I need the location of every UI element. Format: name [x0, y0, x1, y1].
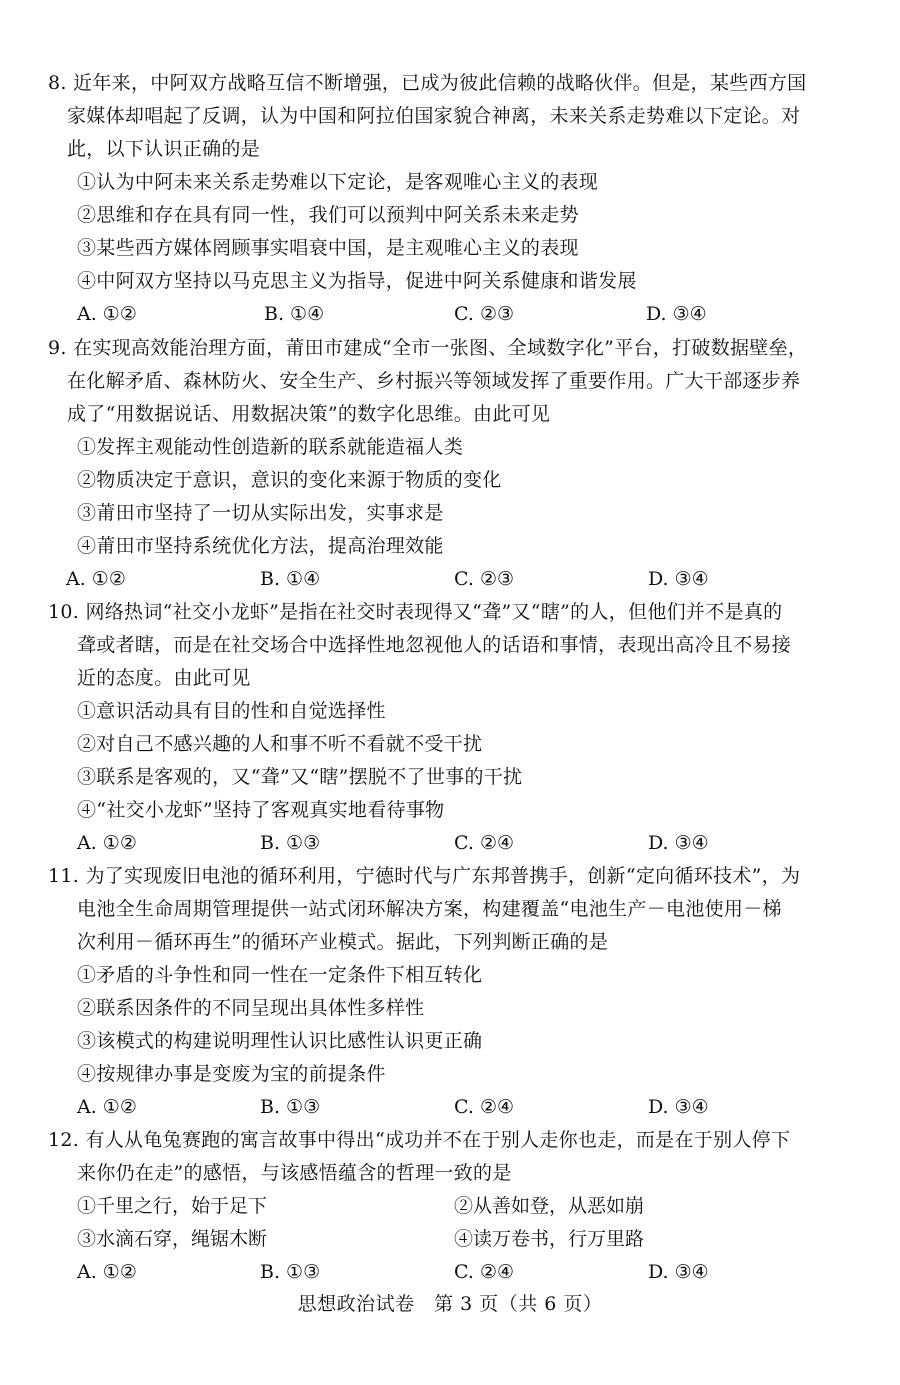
- statement-4: ④“社交小龙虾”坚持了客观真实地看待事物: [77, 799, 445, 821]
- choice-c: C. ②③: [454, 303, 515, 325]
- statement-4: ④按规律办事是变废为宝的前提条件: [77, 1063, 386, 1085]
- question-stem-line: 8. 近年来，中阿双方战略互信不断增强，已成为彼此信赖的战略伙伴。但是，某些西方国: [48, 72, 807, 94]
- statement-2: ②对自己不感兴趣的人和事不听不看就不受干扰: [77, 733, 483, 755]
- choice-a: A. ①②: [77, 832, 137, 854]
- question-stem-line: 来你仍在走”的感悟，与该感悟蕴含的哲理一致的是: [77, 1162, 512, 1184]
- question-stem-line: 家媒体却唱起了反调，认为中国和阿拉伯国家貌合神离，未来关系走势难以下定论。对: [67, 105, 801, 127]
- question-stem-line: 9. 在实现高效能治理方面，莆田市建成“全市一张图、全域数字化”平台，打破数据壁垒，: [48, 337, 808, 359]
- question-stem-line: 此，以下认识正确的是: [67, 138, 261, 160]
- choice-c: C. ②④: [454, 1096, 515, 1118]
- statement-1: ①认为中阿未来关系走势难以下定论，是客观唯心主义的表现: [77, 171, 599, 193]
- statement-1: ①千里之行，始于足下: [77, 1195, 268, 1217]
- statement-3: ③水滴石穿，绳锯木断: [77, 1228, 268, 1250]
- statement-2: ②思维和存在具有同一性，我们可以预判中阿关系未来走势: [77, 204, 579, 226]
- question-stem-line: 在化解矛盾、森林防火、安全生产、乡村振兴等领域发挥了重要作用。广大干部逐步养: [67, 370, 801, 392]
- page-footer: 思想政治试卷 第 3 页（共 6 页）: [297, 1293, 603, 1315]
- choice-b: B. ①③: [260, 832, 321, 854]
- choice-c: C. ②④: [454, 1261, 515, 1283]
- question-stem-line: 电池全生命周期管理提供一站式闭环解决方案，构建覆盖“电池生产－电池使用－梯: [77, 898, 782, 920]
- choice-a: A. ①②: [77, 303, 137, 325]
- statement-2: ②联系因条件的不同呈现出具体性多样性: [77, 997, 425, 1019]
- statement-4: ④读万卷书，行万里路: [454, 1228, 645, 1250]
- statement-4: ④莆田市坚持系统优化方法，提高治理效能: [77, 535, 444, 557]
- statement-3: ③某些西方媒体罔顾事实唱衰中国，是主观唯心主义的表现: [77, 237, 579, 259]
- choice-d: D. ③④: [646, 303, 707, 325]
- statement-2: ②从善如登，从恶如崩: [454, 1195, 645, 1217]
- statement-3: ③该模式的构建说明理性认识比感性认识更正确: [77, 1030, 483, 1052]
- choice-b: B. ①③: [260, 1096, 321, 1118]
- choice-b: B. ①③: [260, 1261, 321, 1283]
- choice-a: A. ①②: [77, 1096, 137, 1118]
- question-stem-line: 12. 有人从龟兔赛跑的寓言故事中得出“成功并不在于别人走你也走，而是在于别人停下: [48, 1129, 791, 1151]
- choice-a: A. ①②: [66, 568, 126, 590]
- question-stem-line: 成了“用数据说话、用数据决策”的数字化思维。由此可见: [67, 403, 551, 425]
- choice-d: D. ③④: [648, 1261, 709, 1283]
- choice-b: B. ①④: [260, 568, 321, 590]
- choice-b: B. ①④: [264, 303, 325, 325]
- choice-a: A. ①②: [77, 1261, 137, 1283]
- statement-2: ②物质决定于意识，意识的变化来源于物质的变化: [77, 469, 502, 491]
- statement-1: ①意识活动具有目的性和自觉选择性: [77, 700, 386, 722]
- statement-3: ③联系是客观的，又“聋”又“瞎”摆脱不了世事的干扰: [77, 766, 523, 788]
- choice-d: D. ③④: [648, 832, 709, 854]
- question-stem-line: 聋或者瞎，而是在社交场合中选择性地忽视他人的话语和事情，表现出高冷且不易接: [77, 634, 792, 656]
- statement-1: ①矛盾的斗争性和同一性在一定条件下相互转化: [77, 964, 483, 986]
- statement-1: ①发挥主观能动性创造新的联系就能造福人类: [77, 436, 464, 458]
- statement-4: ④中阿双方坚持以马克思主义为指导，促进中阿关系健康和谐发展: [77, 270, 637, 292]
- choice-c: C. ②③: [454, 568, 515, 590]
- choice-c: C. ②④: [454, 832, 515, 854]
- question-stem-line: 次利用－循环再生”的循环产业模式。据此，下列判断正确的是: [77, 931, 609, 953]
- statement-3: ③莆田市坚持了一切从实际出发，实事求是: [77, 502, 444, 524]
- question-stem-line: 10. 网络热词“社交小龙虾”是指在社交时表现得又“聋”又“瞎”的人，但他们并不是真的: [48, 601, 783, 623]
- question-stem-line: 11. 为了实现废旧电池的循环利用，宁德时代与广东邦普携手，创新“定向循环技术”，为: [48, 865, 801, 887]
- choice-d: D. ③④: [648, 1096, 709, 1118]
- choice-d: D. ③④: [648, 568, 709, 590]
- question-stem-line: 近的态度。由此可见: [77, 667, 251, 689]
